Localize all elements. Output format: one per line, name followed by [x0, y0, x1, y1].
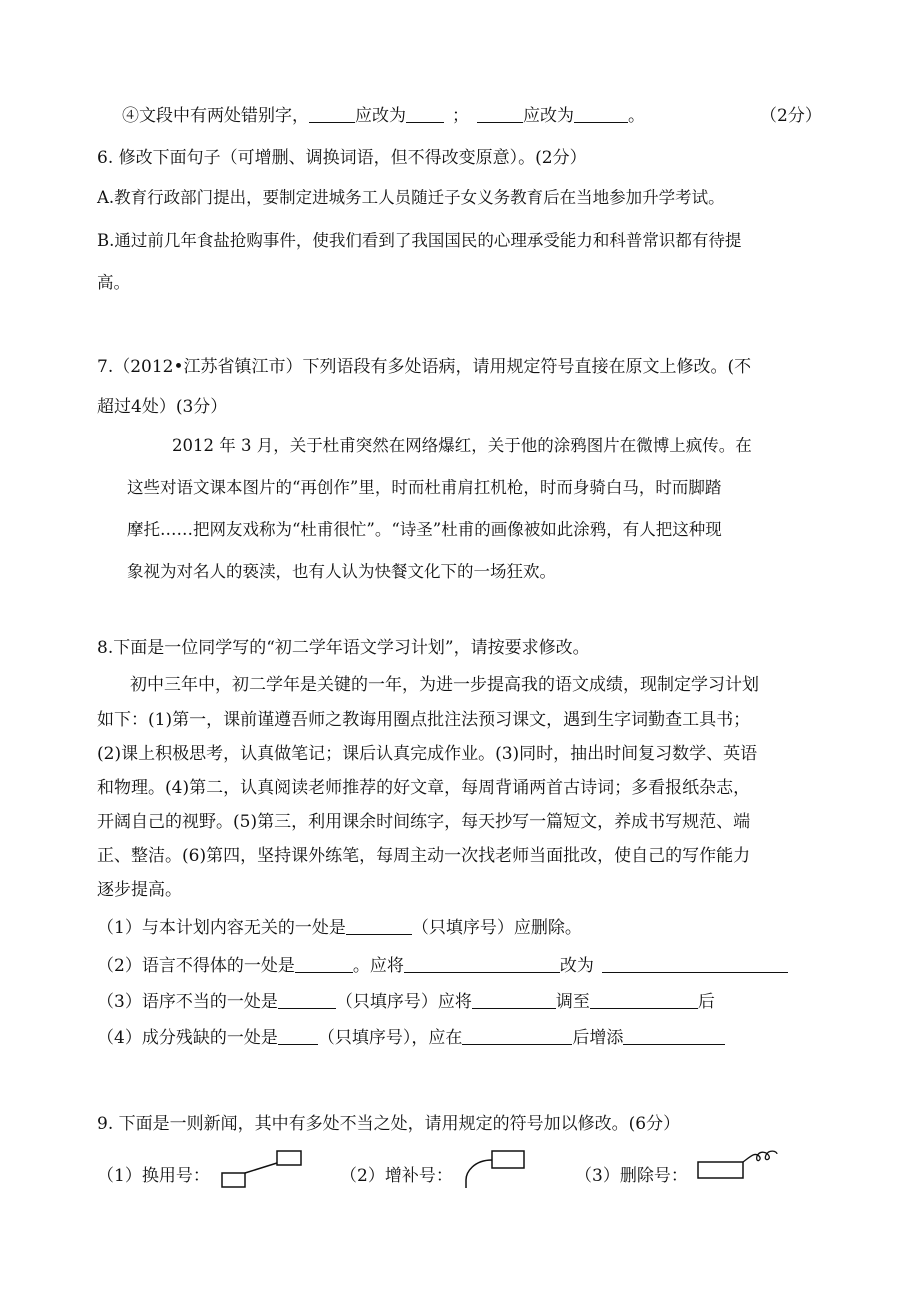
q6-option-b-cont: 高。: [97, 273, 130, 292]
q9-stem: 9. 下面是一则新闻，其中有多处不当之处，请用规定的符号加以修改。(6分）: [97, 1114, 681, 1134]
q6-option-b: B.通过前几年食盐抢购事件，使我们看到了我国国民的心理承受能力和科普常识都有待提: [97, 231, 742, 250]
q9-symbol-replace-label: （1）换用号：: [97, 1166, 210, 1186]
q8-passage-line: 开阔自己的视野。(5)第三，利用课余时间练字，每天抄写一篇短文，养成书写规范、端: [97, 812, 751, 832]
q8-passage-line: 逐步提高。: [97, 880, 182, 900]
answer-blank[interactable]: [602, 954, 788, 973]
answer-blank[interactable]: [346, 916, 412, 935]
q8-subquestion-1: （1）与本计划内容无关的一处是 （只填序号）应删除。: [97, 918, 582, 938]
answer-blank[interactable]: [278, 1026, 318, 1045]
q8-passage-line: 和物理。(4)第二，认真阅读老师推荐的好文章，每周背诵两首古诗词；多看报纸杂志，: [97, 778, 751, 798]
answer-blank[interactable]: [574, 104, 628, 123]
answer-blank[interactable]: [462, 1026, 572, 1045]
q6-option-a: A.教育行政部门提出，要制定进城务工人员随迁子女义务教育后在当地参加升学考试。: [97, 188, 725, 207]
q8-subquestion-4: （4）成分残缺的一处是 （只填序号），应在 后增添: [97, 1026, 725, 1050]
answer-blank[interactable]: [477, 104, 523, 123]
q7-passage-line: 象视为对名人的亵渎，也有人认为快餐文化下的一场狂欢。: [127, 562, 556, 581]
q7-passage-line: 这些对语文课本图片的“再创作”里，时而杜甫肩扛机枪，时而身骑白马，时而脚踏: [127, 478, 722, 497]
q8-subquestion-3: （3）语序不当的一处是 （只填序号）应将 调至 后: [97, 992, 715, 1012]
answer-blank[interactable]: [590, 990, 698, 1009]
q6-stem: 6. 修改下面句子（可增删、调换词语，但不得改变原意）。(2分）: [97, 148, 587, 168]
answer-blank[interactable]: [623, 1026, 725, 1045]
q8-passage-line: 正、整洁。(6)第四，坚持课外练笔，每周主动一次找老师当面批改，使自己的写作能力: [97, 846, 751, 866]
answer-blank[interactable]: [472, 990, 556, 1009]
delete-symbol-icon: [697, 1148, 783, 1182]
q7-stem-cont: 超过4处）(3分）: [97, 397, 228, 417]
q7-passage-line: 摩托……把网友戏称为“杜甫很忙”。“诗圣”杜甫的画像被如此涂鸦，有人把这种现: [127, 520, 722, 539]
q9-symbol-delete-label: （3）删除号：: [575, 1166, 688, 1186]
q8-stem: 8.下面是一位同学写的“初二学年语文学习计划”，请按要求修改。: [97, 638, 590, 658]
q8-passage-line: (2)课上积极思考，认真做笔记；课后认真完成作业。(3)同时，抽出时间复习数学、英语: [97, 744, 758, 764]
q5-item4: ④文段中有两处错别字， 应改为 ； 应改为 。: [122, 106, 645, 126]
q9-symbol-insert-label: （2）增补号：: [340, 1166, 453, 1186]
q7-stem: 7.（2012•江苏省镇江市）下列语段有多处语病，请用规定符号直接在原文上修改。(不: [97, 357, 752, 377]
insert-symbol-icon: [458, 1150, 528, 1192]
answer-blank[interactable]: [309, 104, 355, 123]
answer-blank[interactable]: [278, 990, 336, 1009]
answer-blank[interactable]: [404, 954, 560, 973]
q8-passage-line: 初中三年中，初二学年是关键的一年，为进一步提高我的语文成绩，现制定学习计划: [130, 675, 759, 695]
replace-symbol-icon: [221, 1150, 303, 1190]
q7-passage-line: 2012 年 3 月，关于杜甫突然在网络爆红，关于他的涂鸦图片在微博上疯传。在: [172, 436, 752, 455]
q8-passage-line: 如下：(1)第一，课前谨遵吾师之教诲用圈点批注法预习课文，遇到生字词勤查工具书；: [97, 710, 751, 730]
answer-blank[interactable]: [295, 954, 353, 973]
q5-item4-score: （2分）: [760, 106, 822, 126]
q8-subquestion-2: （2）语言不得体的一处是 。应将 改为: [97, 954, 788, 978]
answer-blank[interactable]: [406, 104, 444, 123]
